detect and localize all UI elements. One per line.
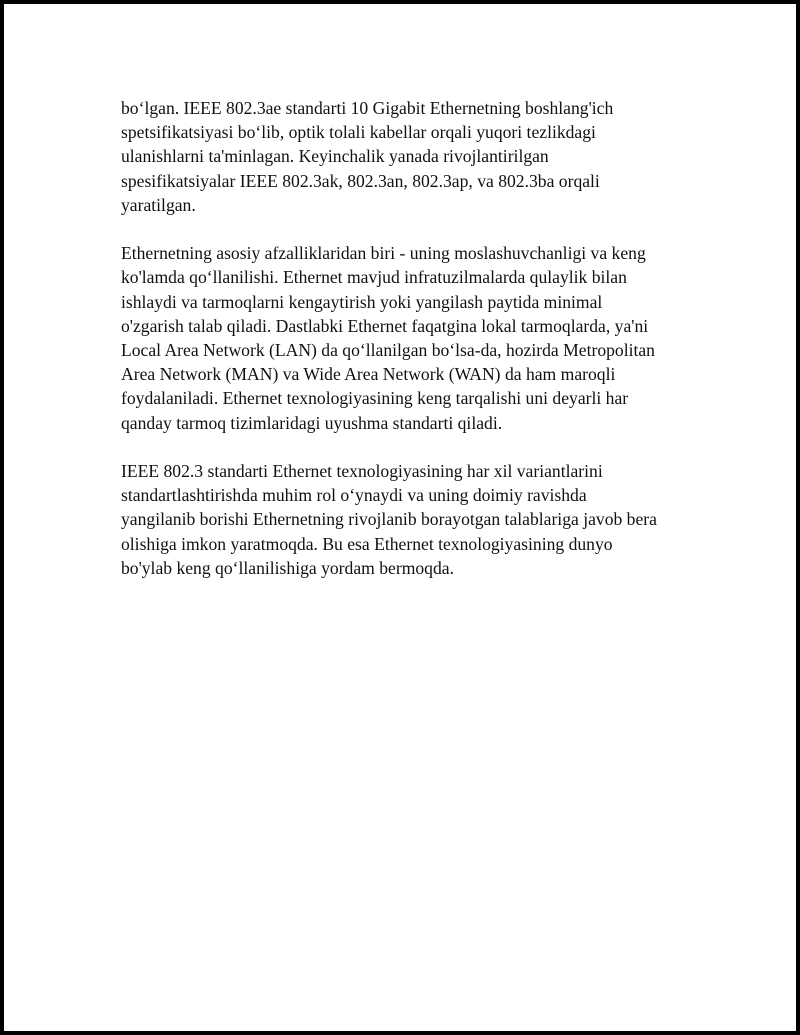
text-line: olishiga imkon yaratmoqda. Bu esa Ethernet texnologiyasining dunyo	[121, 533, 613, 554]
text-line: ishlaydi va tarmoqlarni kengaytirish yoki yangilash paytida minimal	[121, 291, 603, 312]
text-line: ko'lamda qo‘llanilishi. Ethernet mavjud infratuzilmalarda qulaylik bilan	[121, 267, 627, 288]
text-line: standartlashtirishda muhim rol o‘ynaydi va uning doimiy ravishda	[121, 485, 587, 506]
paragraph-3	[121, 459, 696, 580]
text-line: o'zgarish talab qiladi. Dastlabki Ethernet faqatgina lokal tarmoqlarda, ya'ni	[121, 315, 649, 336]
document-body	[121, 96, 696, 604]
text-line: Local Area Network (LAN) da qo‘llanilgan bo‘lsa-da, hozirda Metropolitan	[121, 340, 655, 361]
text-line: Area Network (MAN) va Wide Area Network (WAN) da ham maroqli	[121, 364, 616, 385]
text-line: foydalaniladi. Ethernet texnologiyasining keng tarqalishi uni deyarli har	[121, 388, 629, 409]
text-line: yaratilgan.	[121, 194, 196, 215]
text-line: bo‘lgan. IEEE 802.3ae standarti 10 Gigabit Ethernetning boshlang'ich	[121, 98, 614, 118]
text-line: qanday tarmoq tizimlaridagi uyushma standarti qiladi.	[121, 412, 503, 433]
text-line: ulanishlarni ta'minlagan. Keyinchalik yanada rivojlantirilgan	[121, 146, 549, 167]
text-line: bo'ylab keng qo‘llanilishiga yordam bermoqda.	[121, 557, 454, 578]
text-line: yangilanib borishi Ethernetning rivojlanib borayotgan talablariga javob bera	[121, 509, 657, 530]
text-line: Ethernetning asosiy afzalliklaridan biri - uning moslashuvchanligi va keng	[121, 243, 646, 264]
text-line: IEEE 802.3 standarti Ethernet texnologiyasining har xil variantlarini	[121, 461, 603, 482]
paragraph-1	[121, 96, 696, 217]
text-line: spetsifikatsiyasi bo‘lib, optik tolali kabellar orqali yuqori tezlikdagi	[121, 122, 596, 143]
paragraph-2	[121, 241, 696, 435]
text-line: spesifikatsiyalar IEEE 802.3ak, 802.3an, 802.3ap, va 802.3ba orqali	[121, 170, 600, 191]
